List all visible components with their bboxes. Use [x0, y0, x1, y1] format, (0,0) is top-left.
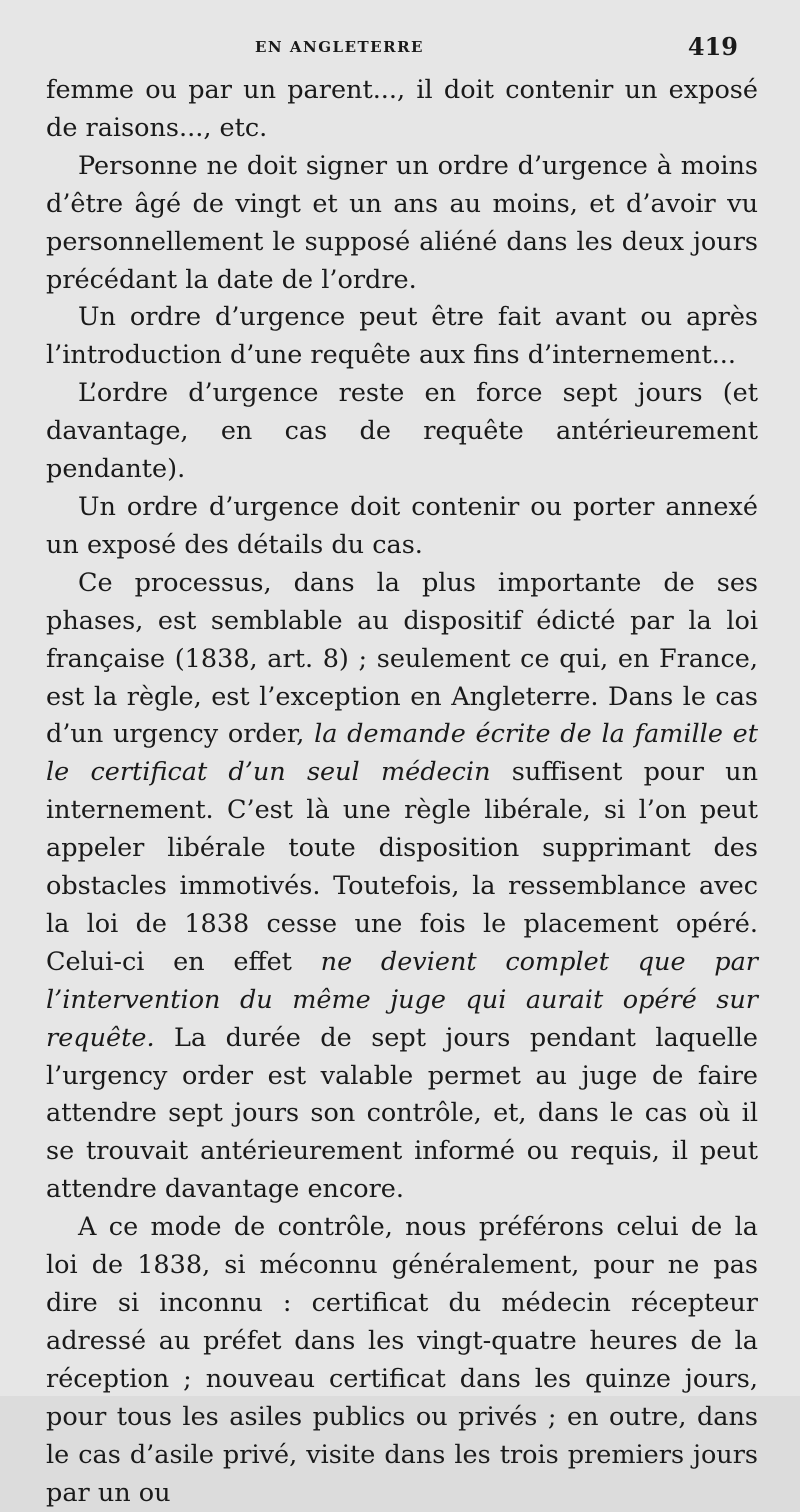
- text-run: suffisent pour un internement. C’est là une règle libérale, si l’on peut appeler libérale toute disposition supprimant des obstacles immotivés. Toutefois, la ressemblance avec la loi de 1838 cesse une fois le placement opéré. Celui-ci en effet: [46, 757, 758, 977]
- body-text: [46, 72, 758, 1512]
- paragraph: [46, 148, 758, 300]
- paragraph: [46, 1209, 758, 1512]
- text-run: Personne ne doit signer un ordre d’urgence à moins d’être âgé de vingt et un ans au moins, et d’avoir vu personnellement le supposé aliéné dans les deux jours précédant la date de l’ordre.: [46, 150, 758, 295]
- paragraph: [46, 72, 758, 148]
- page-header: [0, 30, 800, 70]
- text-run: A ce mode de contrôle, nous préférons celui de la loi de 1838, si méconnu généralement, pour ne pas dire si inconnu : certificat du médecin récepteur adressé au préfet dans les vingt-quatre heures de la réception ; nouveau certificat dans les quinze jours, pour tous les asiles publics ou privés ; en outre, dans le cas d’asile privé, visite dans les trois premiers jours par un ou: [46, 1212, 758, 1508]
- italic-run: la demande écrite de la famille et le certificat d’un seul médecin: [46, 719, 758, 788]
- text-run: Ce processus, dans la plus importante de ses phases, est semblable au dispositif édicté par la loi française (1838, art. 8) ; seulement ce qui, en France, est la règle, est l’exception en Angleterre. Dans le cas d’un urgency order,: [46, 567, 758, 750]
- page-number: 419: [687, 32, 738, 61]
- italic-run: ne devient complet que par l’intervention du même juge qui aurait opéré sur requête.: [46, 946, 758, 1053]
- text-run: Un ordre d’urgence doit contenir ou porter annexé un exposé des détails du cas.: [46, 491, 758, 560]
- text-run: Un ordre d’urgence peut être fait avant ou après l’introduction d’une requête aux fins d’internement...: [46, 302, 758, 371]
- paragraph: [46, 489, 758, 565]
- text-run: L’ordre d’urgence reste en force sept jours (et davantage, en cas de requête antérieurement pendante).: [46, 378, 758, 485]
- running-head: EN ANGLETERRE: [255, 38, 424, 56]
- text-run: femme ou par un parent..., il doit contenir un exposé de raisons..., etc.: [46, 75, 758, 143]
- paragraph: [46, 565, 758, 1209]
- paragraph: [46, 375, 758, 489]
- text-run: La durée de sept jours pendant laquelle l’urgency order est valable permet au juge de faire attendre sept jours son contrôle, et, dans le cas où il se trouvait antérieurement informé ou requis, il peut attendre davantage encore.: [46, 1022, 758, 1205]
- paragraph: [46, 299, 758, 375]
